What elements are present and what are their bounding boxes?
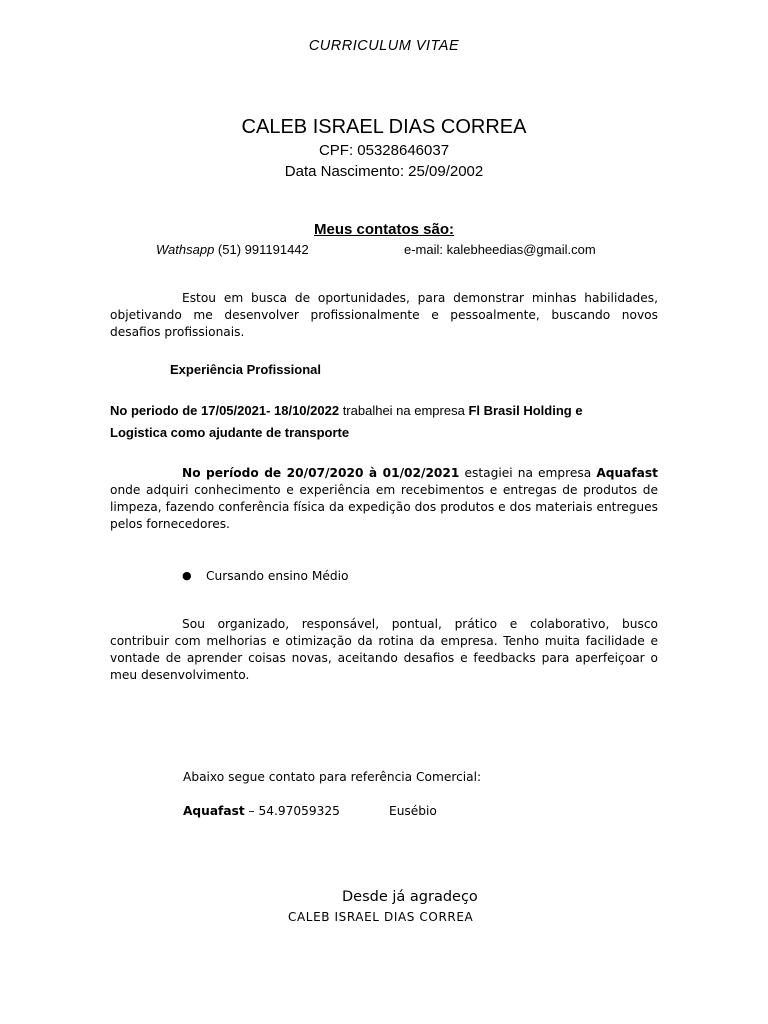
reference-person: Eusébio	[389, 804, 437, 818]
whatsapp-value: (51) 991191442	[217, 242, 309, 257]
signature-name: CALEB ISRAEL DIAS CORREA	[288, 910, 474, 924]
whatsapp-label: Wathsapp	[156, 242, 215, 257]
closing-text: Desde já agradeço	[342, 889, 478, 905]
whatsapp-line	[156, 242, 309, 257]
cpf-label: CPF:	[318, 142, 354, 159]
bullet-icon: ●	[182, 569, 192, 582]
experience-2-verb: estagiei na empresa	[459, 466, 597, 480]
birth-line	[0, 163, 768, 180]
reference-intro: Abaixo segue contato para referência Comercial:	[183, 770, 482, 784]
experience-2-paragraph	[110, 465, 658, 533]
profile-paragraph	[110, 616, 658, 684]
experience-1-line-2: Logistica como ajudante de transporte	[110, 425, 350, 440]
experience-1-line-1	[110, 403, 583, 418]
experience-1-company: Fl Brasil Holding e	[468, 403, 583, 418]
reference-phone: – 54.97059325	[244, 804, 340, 818]
birth-value: 25/09/2002	[408, 163, 484, 180]
reference-company: Aquafast	[183, 804, 245, 818]
cpf-value: 05328646037	[357, 142, 450, 159]
cpf-line	[0, 142, 768, 159]
experience-1-verb: trabalhei na empresa	[339, 403, 469, 418]
profile-text: Sou organizado, responsável, pontual, prático e colaborativo, busco contribuir com melhorias e otimização da rotina da empresa. Tenho muita facilidade e vontade de aprender coisas novas, aceitando desafios e feedbacks para aperfeiçoar o meu desenvolvimento.	[110, 617, 658, 682]
objective-text: Estou em busca de oportunidades, para demonstrar minhas habilidades, objetivando me desenvolver profissionalmente e pessoalmente, buscando novos desafios profissionais.	[110, 291, 658, 339]
birth-label: Data Nascimento:	[284, 163, 404, 180]
reference-line	[183, 804, 340, 818]
experience-2-period: No período de 20/07/2020 à 01/02/2021	[182, 466, 460, 480]
experience-2-description: onde adquiri conhecimento e experiência em recebimentos e entregas de produtos de limpeza, fazendo conferência física da expedição dos produtos e dos materiais entregues pelos fornecedores.	[110, 483, 658, 531]
experience-2-company: Aquafast	[596, 466, 658, 480]
experience-title: Experiência Profissional	[170, 362, 322, 377]
email-line: e-mail: kalebheedias@gmail.com	[404, 242, 596, 257]
document-header: CURRICULUM VITAE	[308, 38, 460, 54]
experience-1-period: No periodo de 17/05/2021- 18/10/2022	[110, 403, 340, 418]
candidate-name: CALEB ISRAEL DIAS CORREA	[241, 116, 527, 138]
objective-paragraph	[110, 290, 658, 341]
education-item: Cursando ensino Médio	[206, 569, 349, 583]
contacts-title: Meus contatos são:	[313, 221, 455, 238]
